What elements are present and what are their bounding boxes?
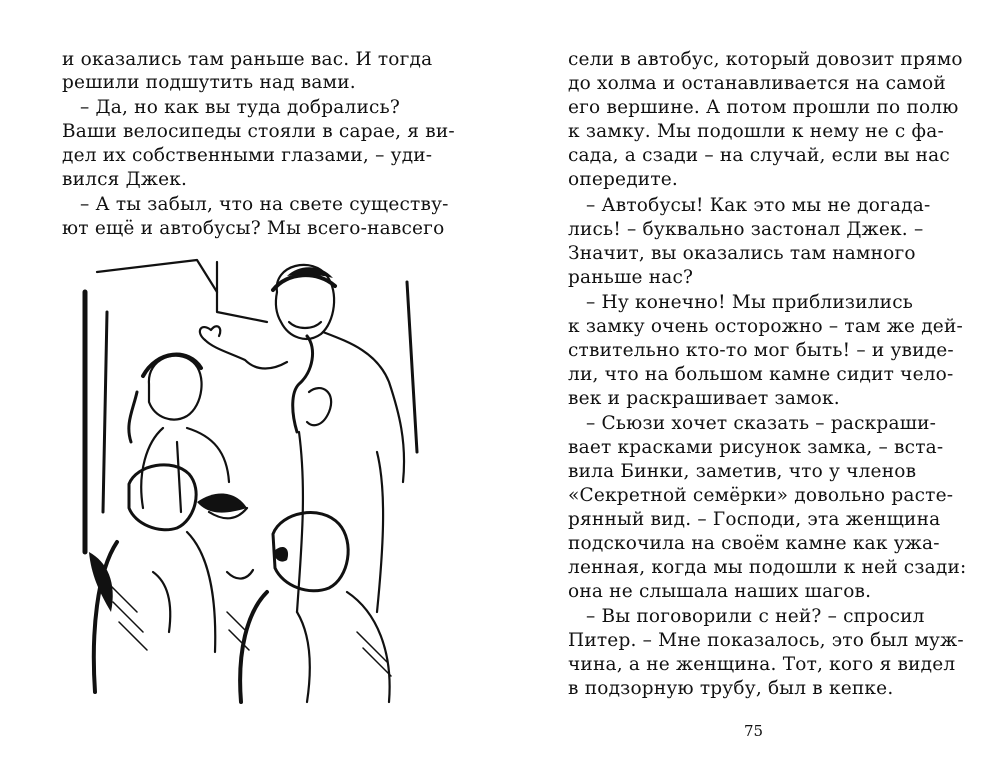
right-line-3: его вершине. А потом прошли по полю: [568, 97, 959, 118]
right-line-27: в подзорную трубу, был в кепке.: [568, 678, 894, 699]
right-line-16: – Сьюзи хочет сказать – раскраши-: [586, 413, 937, 434]
right-line-14: ли, что на большом камне сидит чело-: [568, 364, 954, 385]
left-line-3: – Да, но как вы туда добрались?: [80, 97, 400, 118]
book-illustration: [77, 252, 435, 708]
right-line-22: ленная, когда мы подошли к ней сзади:: [568, 557, 967, 578]
right-line-13: ствительно кто-то мог быть! – и увиде-: [568, 340, 954, 361]
right-line-25: Питер. – Мне показалось, это был муж-: [568, 630, 964, 651]
right-line-18: вила Бинки, заметив, что у членов: [568, 461, 917, 482]
left-line-5: дел их собственными глазами, – уди-: [62, 145, 433, 166]
right-line-17: вает красками рисунок замка, – вста-: [568, 437, 944, 458]
left-line-4: Ваши велосипеды стояли в сарае, я ви-: [62, 121, 455, 142]
right-line-9: Значит, вы оказались там намного: [568, 243, 916, 264]
page-number: 75: [744, 722, 764, 740]
right-line-4: к замку. Мы подошли к нему не с фа-: [568, 121, 944, 142]
right-line-10: раньше нас?: [568, 267, 694, 288]
right-line-7: – Автобусы! Как это мы не догада-: [586, 195, 931, 216]
left-line-2: решили подшутить над вами.: [62, 72, 356, 93]
right-line-23: она не слышала наших шагов.: [568, 581, 872, 602]
right-line-2: до холма и останавливается на самой: [568, 73, 946, 94]
left-line-8: ют ещё и автобусы? Мы всего-навсего: [62, 218, 445, 239]
right-line-12: к замку очень осторожно – там же дей-: [568, 316, 963, 337]
right-line-11: – Ну конечно! Мы приблизились: [586, 292, 914, 313]
right-line-6: опередите.: [568, 169, 678, 190]
left-line-1: и оказались там раньше вас. И тогда: [62, 49, 433, 70]
right-line-20: рянный вид. – Господи, эта женщина: [568, 509, 941, 530]
right-line-26: чина, а не женщина. Тот, кого я видел: [568, 654, 956, 675]
right-line-19: «Секретной семёрки» довольно расте-: [568, 485, 954, 506]
right-line-24: – Вы поговорили с ней? – спросил: [586, 606, 925, 627]
left-line-6: вился Джек.: [62, 169, 188, 190]
right-line-21: подскочила на своём камне как ужа-: [568, 533, 940, 554]
right-line-15: век и раскрашивает замок.: [568, 388, 840, 409]
right-line-8: лись! – буквально застонал Джек. –: [568, 219, 924, 240]
right-line-5: сада, а сзади – на случай, если вы нас: [568, 145, 950, 166]
right-line-1: сели в автобус, который довозит прямо: [568, 49, 963, 70]
left-line-7: – А ты забыл, что на свете существу-: [80, 194, 449, 215]
